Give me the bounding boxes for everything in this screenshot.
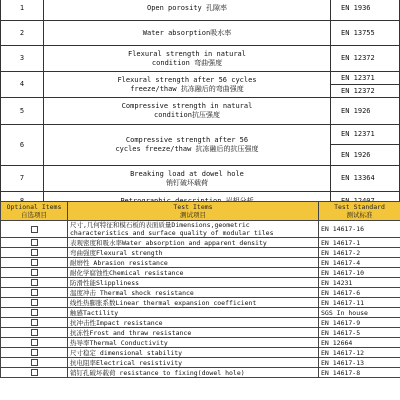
row-number: 5 [1, 98, 44, 125]
test-item: 抗冻性Frost and thraw resistance [68, 328, 319, 338]
table-row [1, 318, 400, 328]
row-number: 4 [1, 72, 44, 98]
option-cell [1, 298, 68, 308]
test-item-line: condition抗压强度 [154, 111, 220, 119]
option-cell [1, 328, 68, 338]
checkbox[interactable] [31, 239, 38, 246]
option-cell [1, 368, 68, 378]
test-standard: EN 12371 [331, 125, 400, 145]
test-standard: EN 14617-6 [319, 288, 400, 298]
table-row [1, 358, 400, 368]
test-standard: EN 14617-10 [319, 268, 400, 278]
row-number: 6 [1, 125, 44, 166]
table-row [1, 125, 400, 145]
row-number: 1 [1, 0, 44, 21]
test-item: 热导率Thermal Conductivity [68, 338, 319, 348]
test-standard: EN 14617-8 [319, 368, 400, 378]
checkbox[interactable] [31, 309, 38, 316]
test-standard: EN 14617-13 [319, 358, 400, 368]
test-item-line: Breaking load at dowel hole [130, 169, 244, 178]
test-item-line: Compressive strength in natural [121, 102, 253, 110]
test-standard: EN 12664 [319, 338, 400, 348]
optional-tests-table [0, 201, 400, 378]
test-item: 耐化学腐蚀性Chemical resistance [68, 268, 319, 278]
table-row [1, 238, 400, 248]
test-item [44, 46, 331, 72]
table-row [1, 278, 400, 288]
test-item: 耐磨性 Abrasion resistance [68, 258, 319, 268]
test-item: 表观密度和吸水率Water absorption and apparent density [68, 238, 319, 248]
option-cell [1, 288, 68, 298]
test-standard: EN 13755 [331, 21, 400, 46]
test-standard: EN 14617-1 [319, 238, 400, 248]
checkbox[interactable] [31, 339, 38, 346]
test-item-line: condition 弯曲强度 [151, 58, 223, 67]
test-standard: EN 14617-4 [319, 258, 400, 268]
test-standard: EN 14617-12 [319, 348, 400, 358]
row-number: 7 [1, 166, 44, 192]
test-items-header: Test Items 测试项目 [68, 202, 319, 221]
checkbox[interactable] [31, 319, 38, 326]
test-item: 尺寸,几何特征和模石板的表面质量Dimensions,geometric characteristics and surface quality of modular tiles [68, 221, 319, 238]
test-standard: EN 13364 [331, 166, 400, 192]
test-item-line: Flexural strength after 56 cycles [117, 75, 257, 84]
test-standard: EN 12372 [331, 85, 400, 98]
test-item [44, 125, 331, 166]
option-cell [1, 238, 68, 248]
table-row [1, 328, 400, 338]
table-row [1, 258, 400, 268]
option-cell [1, 308, 68, 318]
table-row [1, 221, 400, 238]
test-item: 抗电阻率Electrical resistivity [68, 358, 319, 368]
test-item: 尺寸稳定 dimensional stability [68, 348, 319, 358]
option-cell [1, 338, 68, 348]
table-row [1, 46, 400, 72]
checkbox[interactable] [31, 359, 38, 366]
test-item [44, 166, 331, 192]
checkbox[interactable] [31, 289, 38, 296]
test-item: Open porosity 孔隙率 [44, 0, 331, 21]
test-standard: EN 14617-9 [319, 318, 400, 328]
option-cell [1, 278, 68, 288]
table-row [1, 72, 400, 85]
table-row [1, 298, 400, 308]
table-header-row [1, 202, 400, 221]
checkbox[interactable] [31, 279, 38, 286]
test-item [44, 98, 331, 125]
checkbox[interactable] [31, 349, 38, 356]
checkbox[interactable] [31, 269, 38, 276]
test-standard: EN 1926 [331, 145, 400, 166]
table-row [1, 338, 400, 348]
checkbox[interactable] [31, 249, 38, 256]
test-standard-header: Test Standard 测试标准 [319, 202, 400, 221]
option-cell [1, 258, 68, 268]
checkbox[interactable] [31, 259, 38, 266]
row-number: 3 [1, 46, 44, 72]
test-item-line: cycles freeze/thaw 抗冻融后的抗压强度 [115, 145, 259, 153]
test-item: 抗冲击性Impact resistance [68, 318, 319, 328]
test-item-line: Compressive strength after 56 [125, 136, 249, 144]
test-standard: EN 1926 [331, 98, 400, 125]
checkbox[interactable] [31, 299, 38, 306]
table-row [1, 288, 400, 298]
test-item-line: Flexural strength in natural [127, 49, 246, 58]
test-item: 防滑性能Slippliness [68, 278, 319, 288]
option-cell [1, 248, 68, 258]
table-row [1, 268, 400, 278]
test-standard: EN 14617-5 [319, 328, 400, 338]
test-standard: EN 14231 [319, 278, 400, 288]
test-item: 销钉孔破坏载荷 resistance to fixing(dowel hole) [68, 368, 319, 378]
test-standard: EN 12372 [331, 46, 400, 72]
option-cell [1, 348, 68, 358]
optional-items-header: Optional Items 自选项目 [1, 202, 68, 221]
test-item: 弯曲强度Flexural strength [68, 248, 319, 258]
test-item-line: 销钉破坏载荷 [166, 178, 208, 187]
test-standard: EN 14617-11 [319, 298, 400, 308]
option-cell [1, 318, 68, 328]
checkbox[interactable] [31, 226, 38, 233]
test-standard: EN 14617-16 [319, 221, 400, 238]
test-item: 温度冲击 Thermal shock resistance [68, 288, 319, 298]
table-row [1, 308, 400, 318]
test-item-line: freeze/thaw 抗冻融后的弯曲强度 [130, 84, 244, 93]
test-item: Water absorption吸水率 [44, 21, 331, 46]
table-row [1, 166, 400, 192]
test-standard: SGS In house [319, 308, 400, 318]
table-row [1, 368, 400, 378]
option-cell [1, 268, 68, 278]
test-standard: EN 12371 [331, 72, 400, 85]
checkbox[interactable] [31, 329, 38, 336]
row-number: 2 [1, 21, 44, 46]
checkbox[interactable] [31, 369, 38, 376]
table-row [1, 0, 400, 21]
table-row [1, 21, 400, 46]
test-standard: EN 1936 [331, 0, 400, 21]
table-row [1, 248, 400, 258]
test-item: 触感Tactility [68, 308, 319, 318]
option-cell [1, 221, 68, 238]
test-item: 线性热膨胀系数Linear thermal expansion coefficient [68, 298, 319, 308]
table-row [1, 98, 400, 125]
option-cell [1, 358, 68, 368]
table-row [1, 348, 400, 358]
test-item [44, 72, 331, 98]
test-standard: EN 14617-2 [319, 248, 400, 258]
